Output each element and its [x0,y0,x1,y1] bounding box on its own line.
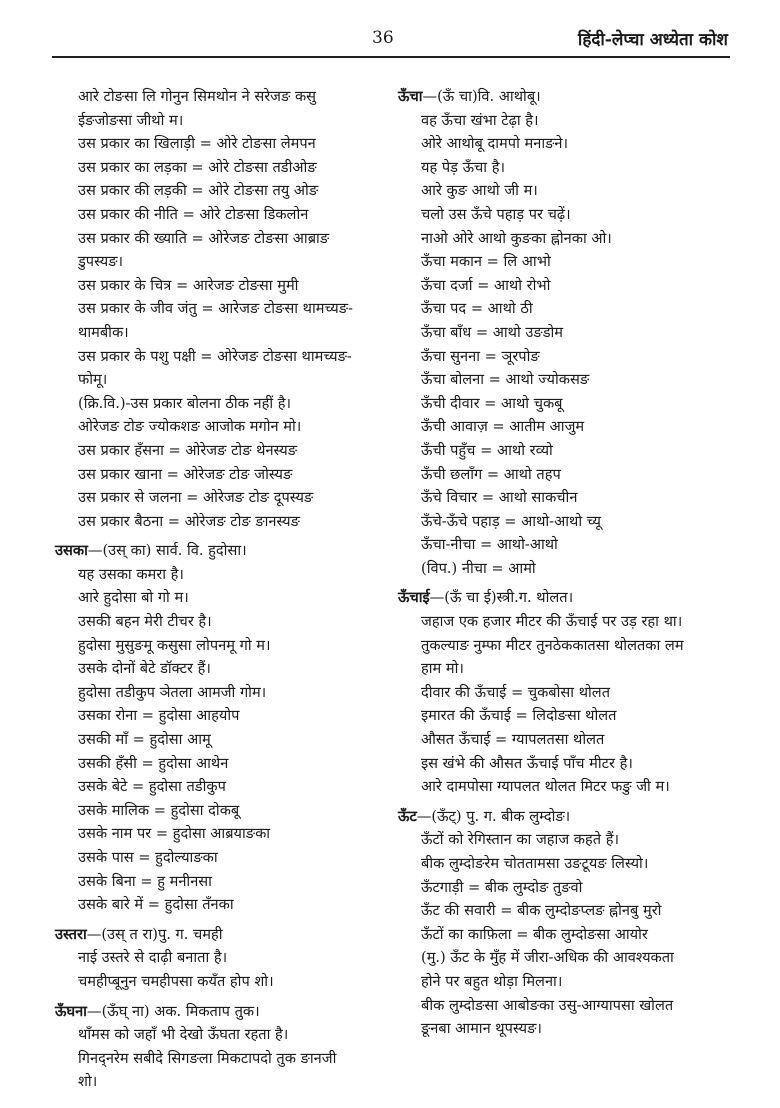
headword-definition: —(उस् का) सार्व. वि. हुदोसा। [87,542,247,560]
headword: उस्तरा [55,925,87,943]
entry-line: ङूनबा आमान थूपस्यङ। [421,1020,542,1038]
headword-definition: —(उस् त रा)पु. ग. चमही [86,925,223,943]
entry-line: ऊँचे विचार = आथो साकचीन [421,489,578,507]
entry-line: औसत ऊँचाई = ग्यापलतसा थोलत [421,731,605,749]
entry-line: ऊँची आवाज़ = आतीम आजुम [421,418,585,436]
entry-line: उसके बारे में = हुदोसा तँनका [78,896,234,914]
entry-line: ऊँची पहुँच = आथो रव्यो [421,441,553,459]
headword: ऊँचा [398,88,423,105]
entry-line: फोमू। [78,371,108,389]
dictionary-entry-headline [398,586,733,610]
entry-line: थामबीक। [78,323,129,341]
entry-line: नाई उस्तरे से दाढ़ी बनाता है। [78,949,228,967]
entry-line: उसके बेटे = हुदोसा तडीकुप [78,778,226,796]
left-column [55,85,390,1094]
entry-line: इस खंभे की औसत ऊँचाई पाँच मीटर है। [421,754,633,772]
entry-line: (क्रि.वि.)-उस प्रकार बोलना ठीक नहीं है। [78,394,292,412]
entry-line: इमारत की ऊँचाई = लिदोङसा थोलत [421,707,617,725]
page-number: 36 [372,28,394,48]
entry-line: थाँमस को जहाँ भी देखो ऊँघता रहता है। [78,1026,289,1044]
entry-line: चमहीप्बूनुन चमहीपसा कयँत होप शो। [78,972,274,990]
entry-line: उस प्रकार की ख्याति = ओरेजङ टोङसा आब्राङ [78,229,330,247]
entry-line: उस प्रकार खाना = ओरेजङ टोङ जोस्यङ [78,465,293,483]
entry-line: चलो उस ऊँचे पहाड़ पर चढ़ें। [421,205,571,223]
entry-line: शो। [78,1073,98,1091]
entry-line: उस प्रकार की नीति = ओरे टोङसा डिकलोन [78,205,309,223]
headword-definition: —(ऊँ चा ई)स्त्री.ग. थोलत। [429,589,574,607]
headword: ऊँट [398,807,417,825]
entry-line: ऊँट की सवारी = बीक लुम्दोङप्लङ ह्नोनबु मुरो [421,902,662,920]
entry-line: यह पेड़ ऊँचा है। [421,158,506,176]
entry-line: वह ऊँचा खंभा टेढ़ा है। [421,111,539,129]
entry-line: यह उसका कमरा है। [78,565,184,583]
entry-line: ऊँचा सुनना = ञूरपोङ [421,347,540,365]
entry-line: ऊँचा बाँध = आथो उङडोम [421,323,564,341]
entry-line: उस प्रकार हँसना = ओरेजङ टोङ थेनस्यङ [78,441,297,459]
entry-line: होने पर बहुत थोड़ा मिलना। [421,972,563,990]
entry-line: (मु.) ऊँट के मुँह में जीरा-अधिक की आवश्यकता [421,949,674,967]
header-rule [52,56,730,58]
right-column [398,85,733,1041]
entry-line: उसका रोना = हुदोसा आहयोप [78,707,240,725]
entry-line: उस प्रकार की लड़की = ओरे टोङसा तयु ओङ [78,182,319,200]
entry-line: डुपस्यङ। [78,253,124,271]
entry-line: हुदोसा मुसुङमू कसुसा लोपनमू गो म। [78,636,271,654]
entry-line: आरे कुङ आथो जी म। [421,182,538,200]
dictionary-entry-headline [398,805,733,829]
entry-line: उसके बिना = हु मनीनसा [78,872,212,890]
entry-line: उस प्रकार से जलना = ओरेजङ टोङ दूपस्यङ [78,489,314,507]
entry-line: उसके दोनों बेटे डॉक्टर हैं। [78,660,211,678]
entry-line: आरे टोङसा लि गोनुन सिमथोन ने सरेजङ कसु [78,88,317,105]
entry-line: उसकी माँ = हुदोसा आमू [78,731,211,749]
entry-line: बीक लुम्दोङसा आबोङका उसु-आग्यापसा खोलत [421,996,674,1014]
entry-line: आरे हुदोसा बो गो म। [78,589,189,607]
dictionary-entry-headline [398,85,733,109]
entry-line: उसकी बहन मेरी टीचर है। [78,613,212,631]
entry-line: हाम मो। [421,660,464,678]
running-title: हिंदी-लेप्चा अध्येता कोश [577,30,728,50]
entry-line: उस प्रकार का खिलाड़ी = ओरे टोङसा लेमपन [78,135,316,153]
entry-line: ऊँचा मकान = लि आभो [421,253,551,271]
entry-line: उसके पास = हुदोल्याङका [78,849,218,866]
entry-line: ईङजोङसा जीथो म। [78,111,184,129]
entry-line: उस प्रकार के चित्र = आरेजङ टोङसा मुमी [78,276,299,294]
entry-line: तुकल्याङ नुम्फा मीटर तुनठेककातसा थोलतका लम [421,636,684,654]
entry-line: उसकी हँसी = हुदोसा आथेन [78,754,229,772]
entry-line: ऊँचा-नीचा = आथो-आथो [421,536,558,554]
entry-line: ओरेजङ टोङ ज्योकशङ आजोक मगोन मो। [78,418,302,436]
entry-line: उस प्रकार के जीव जंतु = आरेजङ टोङसा थामच्यङ- [78,300,353,318]
entry-line: बीक लुम्दोङरेम चोततामसा उङटूयङ लिस्यो। [421,855,649,872]
entry-line: नाओ ओरे आथो कुङका ह्नोनका ओ। [421,229,612,247]
dictionary-entry-headline [55,539,390,563]
entry-line: उस प्रकार का लड़का = ओरे टोङसा तडीओङ [78,158,317,176]
headword-definition: —(ऊँट्) पु. ग. बीक लुम्दोङ। [416,807,571,825]
entry-line: गिनद्नरेम सबीदे सिगङला मिकटापदो तुक ङानजी [78,1049,337,1067]
headword: उसका [55,542,88,560]
headword: ऊँघना [55,1002,87,1020]
headword-definition: —(ऊँघ् ना) अक. मिकताप तुक। [86,1002,260,1020]
entry-line: ऊँची छलाँग = आथो तहप [421,465,561,483]
entry-line: दीवार की ऊँचाई = चुकबोसा थोलत [421,683,611,701]
entry-line: (विप.) नीचा = आमो [421,559,536,577]
entry-line: उस प्रकार बैठना = ओरेजङ टोङ ङानस्यङ [78,512,300,530]
entry-line: ऊँटों को रेगिस्तान का जहाज कहते हैं। [421,831,619,849]
entry-line: उसके मालिक = हुदोसा दोकबू [78,801,240,819]
entry-line: ओरे आथोबू दामपो मनाङने। [421,135,569,153]
entry-line: ऊँटों का काफ़िला = बीक लुम्दोङसा आयोर [421,925,648,943]
headword: ऊँचाई [398,589,430,607]
dictionary-entry-headline [55,923,390,947]
entry-line: ऊँटगाड़ी = बीक लुम्दोङ तुङवो [421,878,583,896]
entry-line: हुदोसा तडीकुप ञेतला आमजी गोम। [78,683,267,701]
dictionary-entry-headline [55,1000,390,1024]
entry-line: जहाज एक हजार मीटर की ऊँचाई पर उड़ रहा था। [421,613,683,631]
entry-line: उस प्रकार के पशु पक्षी = ओरेजङ टोङसा थामच्यङ- [78,347,352,365]
entry-line: ऊँचा दर्जा = आथो रोभो [421,276,551,294]
entry-line: ऊँचा पद = आथो ठी [421,300,533,318]
entry-line: ऊँचा बोलना = आथो ज्योकसङ [421,371,590,389]
entry-line: उसके नाम पर = हुदोसा आब्रयाङका [78,825,271,843]
entry-line: ऊँचे-ऊँचे पहाड़ = आथो-आथो च्यू [421,512,602,530]
entry-line: आरे दामपोसा ग्यापलत थोलत मिटर फङु जी म। [421,778,670,796]
entry-line: ऊँची दीवार = आथो चुकबू [421,394,563,412]
headword-definition: —(ऊँ चा)वि. आथोबू। [422,88,541,105]
